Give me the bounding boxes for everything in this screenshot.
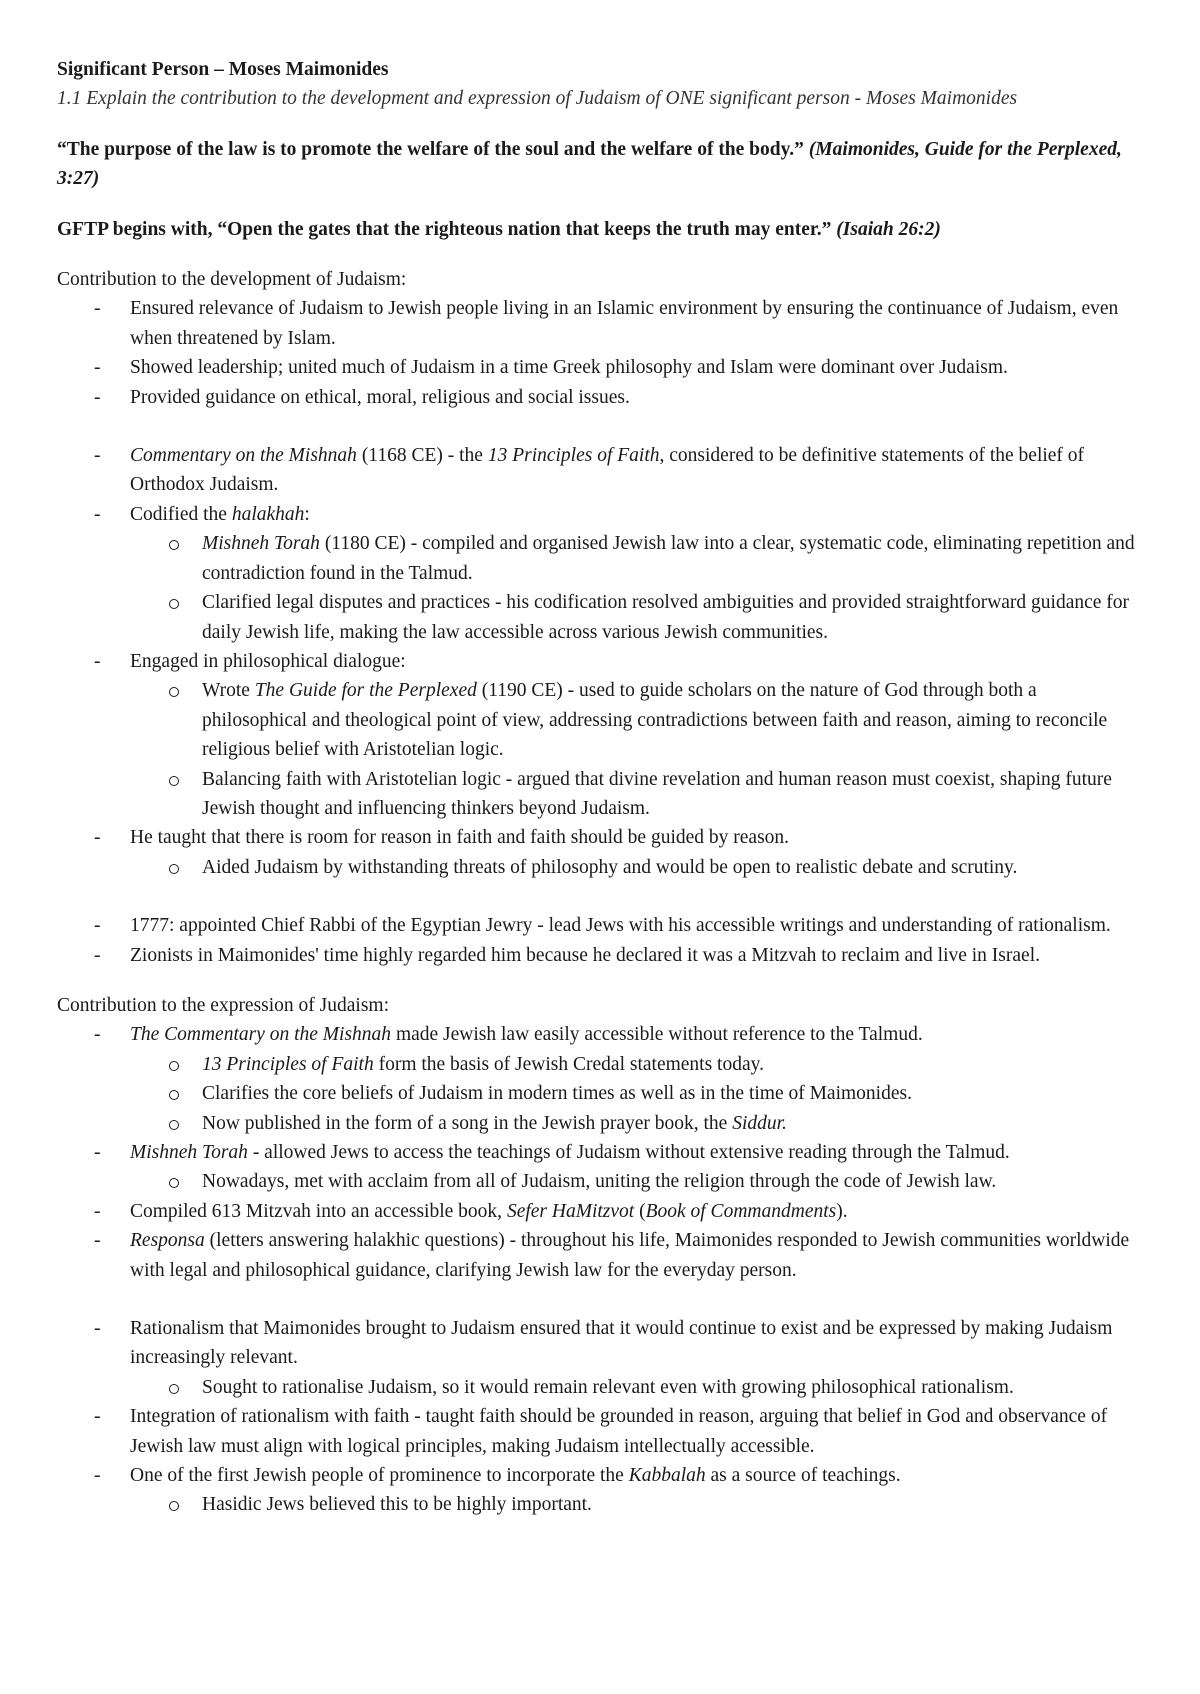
list-item (57, 441, 1138, 500)
list-item (57, 1138, 1138, 1167)
list-text: Now published in the form of a song in the Jewish prayer book, the (202, 1112, 733, 1134)
list-text: (1190 CE) - used to guide scholars on the nature of God through both a philosophical and theological point of view, addressing contradictions between faith and reason, aiming to reconcile religious belief with Aristotelian logic. (202, 680, 1108, 761)
term: halakhah (231, 503, 305, 525)
expression-heading: Contribution to the expression of Judaism: (57, 994, 390, 1016)
sub-list-item: Balancing faith with Aristotelian logic - argued that divine revelation and human reason must coexist, shaping future Jewish thought and influencing thinkers beyond Judaism. (57, 765, 1138, 824)
list-text: (1180 CE) - compiled and organised Jewish law into a clear, systematic code, eliminating repetition and contradiction found in the Talmud. (202, 533, 1135, 584)
list-item: - He taught that there is room for reason in faith and faith should be guided by reason. (57, 823, 1138, 852)
quote-isaiah (57, 215, 1138, 244)
list-text: , considered to be definitive statements of the belief of Orthodox Judaism. (130, 445, 1085, 496)
list-item: - Rationalism that Maimonides brought to Judaism ensured that it would continue to exist and be expressed by making Judaism increasingly relevant. (57, 1314, 1138, 1373)
list-text: Codified the (130, 503, 232, 525)
sub-list-item: Hasidic Jews believed this to be highly important. (57, 1490, 1138, 1519)
work-title: Mishneh Torah (202, 533, 320, 555)
list-text: form the basis of Jewish Credal statements today. (373, 1053, 764, 1075)
page-subtitle: 1.1 Explain the contribution to the development and expression of Judaism of ONE significant person - Moses Maimonides (57, 88, 1018, 110)
sub-list-item: Aided Judaism by withstanding threats of philosophy and would be open to realistic debate and scrutiny. (57, 853, 1138, 882)
list-text: Wrote (202, 680, 255, 702)
list-item: - Showed leadership; united much of Judaism in a time Greek philosophy and Islam were dominant over Judaism. (57, 353, 1138, 382)
sub-list-item: Nowadays, met with acclaim from all of Judaism, uniting the religion through the code of Jewish law. (57, 1167, 1138, 1196)
sub-list-item: Clarifies the core beliefs of Judaism in modern times as well as in the time of Maimonides. (57, 1079, 1138, 1108)
work-title: Commentary on the Mishnah (130, 445, 357, 467)
sub-list-item (57, 1109, 1138, 1138)
work-title: Mishneh Torah (130, 1142, 248, 1163)
quote-text: “The purpose of the law is to promote the welfare of the soul and the welfare of the body.” (57, 138, 804, 160)
list-item: - Provided guidance on ethical, moral, religious and social issues. (57, 383, 1138, 412)
list-text: (1168 CE) - the (356, 445, 488, 467)
page-title: Significant Person – Moses Maimonides (57, 59, 389, 80)
list-item (57, 1226, 1138, 1285)
sub-list-item (57, 529, 1138, 588)
list-item (57, 1020, 1138, 1049)
quote-source: (Isaiah 26:2) (836, 218, 941, 240)
work-title: 13 Principles of Faith (487, 445, 660, 467)
work-title: The Guide for the Perplexed (254, 680, 477, 702)
quote-maimonides (57, 135, 1138, 194)
list-item (57, 1197, 1138, 1226)
list-item: - Integration of rationalism with faith - taught faith should be grounded in reason, arguing that belief in God and observance of Jewish law must align with logical principles, making Judaism intellectually accessible. (57, 1402, 1138, 1461)
sub-list-item: Clarified legal disputes and practices - his codification resolved ambiguities and provided straightforward guidance for daily Jewish life, making the law accessible across various Jewish communities. (57, 588, 1138, 647)
development-heading: Contribution to the development of Judaism: (57, 269, 407, 291)
quote-source: (Maimonides, Guide for the Perplexed, 3:27) (57, 138, 1122, 190)
expression-list (57, 1020, 1138, 1520)
list-item: - 1777: appointed Chief Rabbi of the Egyptian Jewry - lead Jews with his accessible writings and understanding of rationalism. (57, 911, 1138, 940)
quote-text: GFTP begins with, “Open the gates that the righteous nation that keeps the truth may enter.” (57, 218, 832, 240)
work-title: 13 Principles of Faith (202, 1053, 374, 1075)
work-title: Sefer HaMitzvot (506, 1200, 635, 1222)
list-item (57, 500, 1138, 529)
work-title: Responsa (130, 1230, 205, 1252)
sub-list-item: Sought to rationalise Judaism, so it would remain relevant even with growing philosophical rationalism. (57, 1373, 1138, 1402)
list-item: - Engaged in philosophical dialogue: (57, 647, 1138, 676)
sub-list-item (57, 1050, 1138, 1079)
development-list (57, 294, 1138, 970)
list-text: ( (634, 1200, 646, 1222)
work-title: Book of Commandments (645, 1200, 837, 1222)
term: Siddur. (732, 1112, 787, 1134)
work-title: The Commentary on the Mishnah (130, 1024, 392, 1046)
list-text: (letters answering halakhic questions) - throughout his life, Maimonides responded to Jewish communities worldwide with legal and philosophical guidance, clarifying Jewish law for the everyday person. (130, 1230, 1130, 1281)
list-text: - allowed Jews to access the teachings of Judaism without extensive reading through the Talmud. (247, 1142, 1010, 1163)
term: Kabbalah (628, 1465, 706, 1487)
list-text: Compiled 613 Mitzvah into an accessible book, (130, 1200, 507, 1222)
list-text: as a source of teachings. (705, 1465, 901, 1487)
sub-list-item (57, 676, 1138, 764)
list-text: made Jewish law easily accessible without reference to the Talmud. (391, 1024, 923, 1046)
list-item: - Zionists in Maimonides' time highly regarded him because he declared it was a Mitzvah to reclaim and live in Israel. (57, 941, 1138, 970)
list-text: One of the first Jewish people of prominence to incorporate the (130, 1465, 629, 1487)
list-text: : (304, 503, 310, 525)
list-item (57, 1461, 1138, 1490)
list-item: - Ensured relevance of Judaism to Jewish people living in an Islamic environment by ensuring the continuance of Judaism, even when threatened by Islam. (57, 294, 1138, 353)
list-text: ). (836, 1200, 848, 1222)
